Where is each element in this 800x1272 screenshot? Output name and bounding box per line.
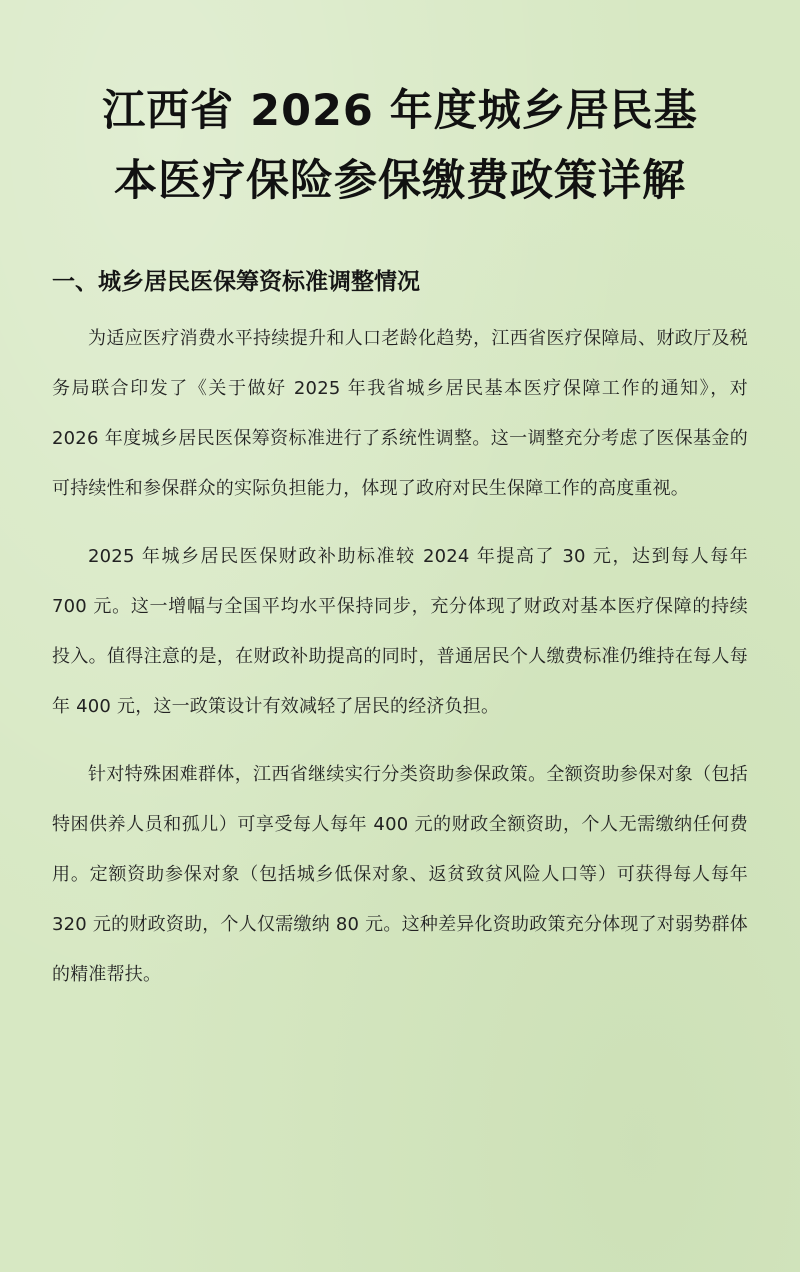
paragraph-3: 针对特殊困难群体，江西省继续实行分类资助参保政策。全额资助参保对象（包括特困供养人员和孤儿）可享受每人每年 400 元的财政全额资助，个人无需缴纳任何费用。定额资助参保对象（包括城乡低保对象、返贫致贫风险人口等）可获得每人每年 320 元的财政资助，个人仅需缴纳 80 元。这种差异化资助政策充分体现了对弱势群体的精准帮扶。 bbox=[52, 764, 748, 985]
paragraph-2: 2025 年城乡居民医保财政补助标准较 2024 年提高了 30 元，达到每人每年 700 元。这一增幅与全国平均水平保持同步，充分体现了财政对基本医疗保障的持续投入。值得注意的是，在财政补助提高的同时，普通居民个人缴费标准仍维持在每人每年 400 元，这一政策设计有效减轻了居民的经济负担。 bbox=[52, 546, 748, 717]
paragraph-1: 为适应医疗消费水平持续提升和人口老龄化趋势，江西省医疗保障局、财政厅及税务局联合印发了《关于做好 2025 年我省城乡居民基本医疗保障工作的通知》，对 2026 年度城乡居民医保筹资标准进行了系统性调整。这一调整充分考虑了医保基金的可持续性和参保群众的实际负担能力，体现了政府对民生保障工作的高度重视。 bbox=[52, 328, 748, 499]
document-title bbox=[52, 76, 748, 216]
title-line-1: 江西省 2026 年度城乡居民基 bbox=[102, 86, 698, 136]
title-line-2: 本医疗保险参保缴费政策详解 bbox=[114, 156, 686, 206]
section-heading: 一、城乡居民医保筹资标准调整情况 bbox=[52, 269, 420, 295]
